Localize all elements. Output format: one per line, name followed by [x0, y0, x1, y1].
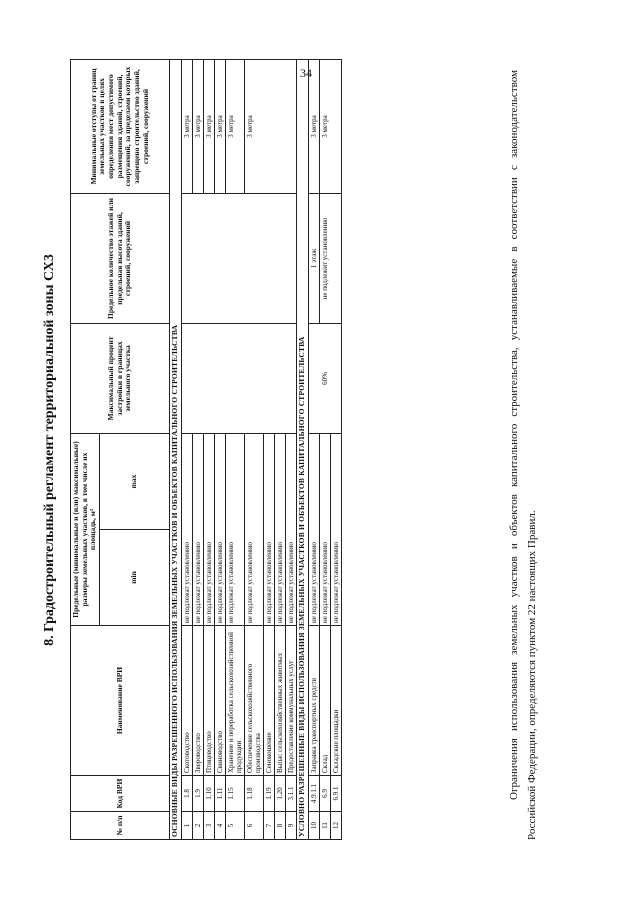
cell-limits: не подлежат установлению [192, 433, 203, 625]
header-percent: Максимальный процент застройки в границах земельного участка [71, 323, 170, 433]
cell-code: 1.15 [225, 776, 244, 812]
cell-num: 12 [330, 812, 341, 840]
table-row [203, 59, 214, 839]
table-row [192, 59, 203, 839]
cell-limits: не подлежат установлению [225, 433, 244, 625]
header-name: Наименование ВРИ [71, 626, 170, 776]
cell-percent: 60% [308, 323, 341, 433]
cell-name: Птицеводство [203, 626, 214, 776]
cell-name: Складские площадки [330, 626, 341, 776]
cell-limits: не подлежат установлению [244, 433, 263, 625]
cell-num: 2 [192, 812, 203, 840]
cell-limits: не подлежат установлению [181, 433, 192, 625]
table-row [214, 59, 225, 839]
table-row [308, 59, 319, 839]
cell-num: 6 [244, 812, 263, 840]
header-max: max [99, 433, 169, 529]
cell-floors: 1 этаж [308, 193, 319, 323]
cell-code: 3.1.1 [285, 776, 296, 812]
section-title-conditional: УСЛОВНО РАЗРЕШЕННЫЕ ВИДЫ ИСПОЛЬЗОВАНИЯ ЗЕМЕЛЬНЫХ УЧАСТКОВ И ОБЪЕКТОВ КАПИТАЛЬНОГО СТРОИТЕЛЬСТВА [297, 59, 309, 839]
header-min: min [99, 530, 169, 626]
cell-num: 5 [225, 812, 244, 840]
cell-limits: не подлежат установлению [285, 433, 296, 625]
cell-code: 1.19 [263, 776, 274, 812]
cell-setback: 3 метра [214, 59, 225, 193]
cell-setback: 3 метра [225, 59, 244, 193]
cell-num: 10 [308, 812, 319, 840]
page-title: 8. Градостроительный регламент территориальной зоны СХ3 [42, 254, 57, 646]
header-limits: Предельные (минимальные и (или) максимальные) размеры земельных участков, в том числе их площадь, м² [71, 433, 100, 625]
cell-limits: не подлежат установлению [330, 433, 341, 625]
section-title-main: ОСНОВНЫЕ ВИДЫ РАЗРЕШЕННОГО ИСПОЛЬЗОВАНИЯ ЗЕМЕЛЬНЫХ УЧАСТКОВ И ОБЪЕКТОВ КАПИТАЛЬНОГО СТРОИТЕЛЬСТВА [169, 59, 181, 839]
cell-code: 1.9 [192, 776, 203, 812]
cell-name: Хранение и переработка сельскохозяйственной продукции [225, 626, 244, 776]
cell-num: 8 [274, 812, 285, 840]
regulation-table-wrapper [70, 60, 342, 840]
cell-limits: не подлежат установлению [214, 433, 225, 625]
cell-name: Предоставление коммунальных услуг [285, 626, 296, 776]
cell-code: 1.10 [203, 776, 214, 812]
cell-num: 9 [285, 812, 296, 840]
cell-limits: не подлежат установлению [263, 433, 274, 625]
cell-name: Свиноводство [214, 626, 225, 776]
cell-code: 1.11 [214, 776, 225, 812]
cell-setback: 3 метра [181, 59, 192, 193]
table-row [181, 59, 192, 839]
cell-limits: не подлежат установлению [274, 433, 285, 625]
cell-num: 1 [181, 812, 192, 840]
page-number: 34 [300, 66, 312, 80]
cell-num: 4 [214, 812, 225, 840]
cell-floors: не подлежит установлению [319, 193, 341, 323]
header-num: № п/п [71, 812, 170, 840]
cell-code: 6.9 [319, 776, 330, 812]
header-code: Код ВРИ [71, 776, 170, 812]
cell-floors [181, 193, 297, 323]
cell-num: 7 [263, 812, 274, 840]
cell-name: Сенокошение [263, 626, 274, 776]
cell-code: 1.8 [181, 776, 192, 812]
table-row [319, 59, 330, 839]
cell-name: Склад [319, 626, 330, 776]
cell-name: Заправка транспортных средств [308, 626, 319, 776]
restrictions-note: Ограничения использования земельных участков и объектов капитального строительства, устанавливаемые в соответствии с законодательством Российской Федерации, определяются пунктом 22 настоящих Правил. [508, 70, 538, 840]
rotated-page [20, 30, 580, 880]
cell-code: 1.20 [274, 776, 285, 812]
cell-num: 3 [203, 812, 214, 840]
cell-setback: 3 метра [203, 59, 214, 193]
cell-setback: 3 метра [308, 59, 319, 193]
table-row [225, 59, 244, 839]
cell-setback: 3 метра [192, 59, 203, 193]
cell-setback: 3 метра [319, 59, 341, 193]
header-setback: Минимальные отступы от границ земельных участков в целях определения мест допустимого размещения зданий, строений, сооружений, за пределами которых запрещено строительство зданий, строений, сооружений [71, 59, 170, 193]
table-row [244, 59, 263, 839]
cell-code: 1.18 [244, 776, 263, 812]
cell-setback: 3 метра [244, 59, 296, 193]
cell-name: Выпас сельскохозяйственных животных [274, 626, 285, 776]
cell-code: 6.9.1 [330, 776, 341, 812]
cell-limits: не подлежат установлению [203, 433, 214, 625]
cell-name: Скотоводство [181, 626, 192, 776]
cell-percent [181, 323, 297, 433]
header-floors: Предельное количество этажей или предельная высота зданий, строений, сооружений [71, 193, 170, 323]
regulation-table [70, 59, 342, 840]
cell-limits: не подлежат установлению [319, 433, 330, 625]
cell-limits: не подлежат установлению [308, 433, 319, 625]
cell-name: Обеспечение сельскохозяйственного производства [244, 626, 263, 776]
cell-name: Звероводство [192, 626, 203, 776]
cell-code: 4.9.1.1 [308, 776, 319, 812]
cell-num: 11 [319, 812, 330, 840]
